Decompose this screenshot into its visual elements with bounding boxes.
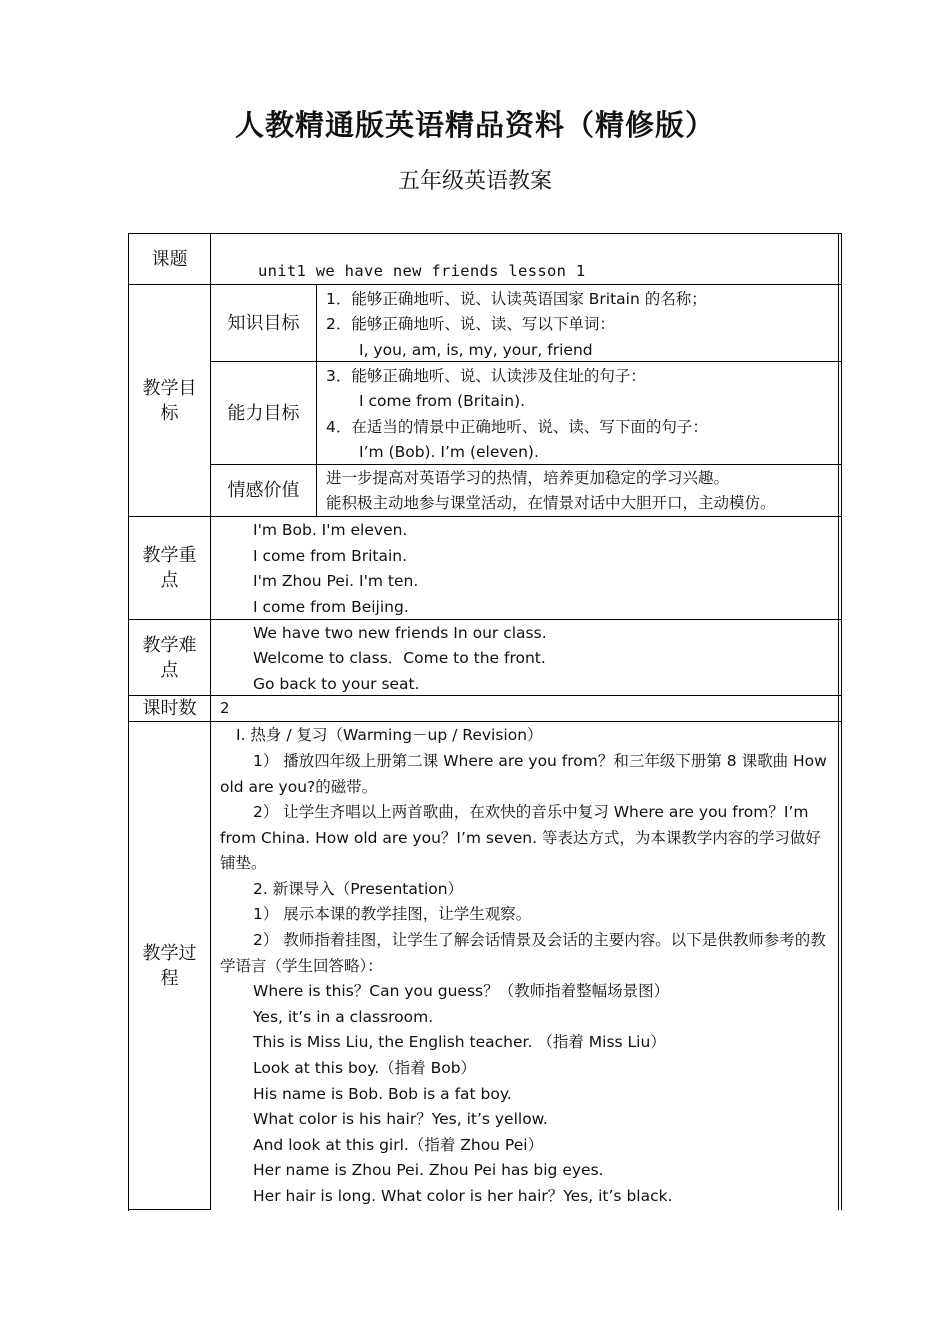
dialogue-line: Her hair is long. What color is her hair？Yes, it’s black.: [253, 1187, 673, 1205]
key-point-line: I'm Zhou Pei. I'm ten.: [253, 572, 419, 590]
row-divider: [128, 695, 841, 696]
difficult-point-line: We have two new friends In our class.: [253, 624, 547, 642]
process-label: 教学过程: [142, 942, 197, 989]
class-hours-value: 2: [220, 699, 230, 717]
ability-line: I come from (Britain).: [359, 392, 526, 410]
dialogue-line: Her name is Zhou Pei. Zhou Pei has big eyes.: [253, 1161, 604, 1179]
process-paragraph: 2） 教师指着挂图，让学生了解会话情景及会话的主要内容。以下是供教师参考的教学语言（学生回答略）：: [220, 931, 826, 975]
dialogue-line: His name is Bob. Bob is a fat boy.: [253, 1085, 512, 1103]
table-right-border: [841, 233, 842, 1210]
dialogue-line: Where is this？Can you guess？（教师指着整幅场景图）: [253, 982, 670, 1000]
emotion-line: 能积极主动地参与课堂活动，在情景对话中大胆开口，主动模仿。: [326, 494, 776, 512]
key-point-line: I'm Bob. I'm eleven.: [253, 521, 408, 539]
dialogue-line: What color is his hair？Yes, it’s yellow.: [253, 1110, 548, 1128]
ability-line: I’m (Bob). I’m (eleven).: [359, 443, 539, 461]
key-point-line: I come from Britain.: [253, 547, 408, 565]
dialogue-line: And look at this girl.（指着 Zhou Pei）: [253, 1136, 544, 1154]
process-paragraph: 1） 播放四年级上册第二课 Where are you from？和三年级下册第 8 课歌曲 How old are you?的磁带。: [220, 752, 827, 796]
dialogue-line: Yes, it’s in a classroom.: [253, 1008, 434, 1026]
topic-value: unit1 we have new friends lesson 1: [258, 262, 586, 280]
column-divider: [316, 284, 317, 516]
goals-label: 教学目标: [142, 377, 197, 424]
difficult-point-line: Go back to your seat.: [253, 675, 420, 693]
process-paragraph: 1） 展示本课的教学挂图，让学生观察。: [253, 905, 532, 923]
ability-goal-label: 能力目标: [227, 402, 300, 424]
process-paragraph: 2） 让学生齐唱以上两首歌曲，在欢快的音乐中复习 Where are you from？I’m from China. How old are you？I’m seven. 等表达方式，为本课教学内容的学习做好铺垫。: [220, 803, 821, 873]
document-subtitle: 五年级英语教案: [397, 169, 552, 194]
ability-line: 3．能够正确地听、说、认读涉及住址的句子：: [326, 367, 646, 385]
class-hours-label: 课时数: [142, 698, 197, 719]
emotion-line: 进一步提高对英语学习的热情，培养更加稳定的学习兴趣。: [326, 469, 730, 487]
difficult-point-line: Welcome to class．Come to the front.: [253, 649, 546, 667]
key-point-line: I come from Beijing.: [253, 598, 409, 616]
row-divider: [128, 1209, 211, 1210]
row-divider: [128, 721, 841, 722]
process-paragraph: I. 热身 / 复习（Warming－up / Revision）: [236, 726, 543, 744]
topic-label: 课题: [151, 248, 188, 270]
knowledge-line: 2．能够正确地听、说、读、写以下单词：: [326, 315, 615, 333]
knowledge-line: I, you, am, is, my, your, friend: [359, 341, 593, 359]
knowledge-goal-label: 知识目标: [227, 312, 300, 334]
knowledge-line: 1．能够正确地听、说、认读英语国家 Britain 的名称；: [326, 290, 707, 308]
emotion-goal-label: 情感价值: [227, 480, 300, 501]
document-title: 人教精通版英语精品资料（精修版）: [234, 108, 715, 142]
process-paragraph: 2. 新课导入（Presentation）: [253, 880, 464, 898]
ability-line: 4．在适当的情景中正确地听、说、读、写下面的句子：: [326, 418, 708, 436]
row-divider: [128, 619, 841, 620]
difficult-points-label: 教学难点: [142, 634, 197, 681]
key-points-label: 教学重点: [142, 545, 197, 591]
dialogue-line: This is Miss Liu, the English teacher. （指着 Miss Liu）: [253, 1033, 666, 1051]
dialogue-line: Look at this boy.（指着 Bob）: [253, 1059, 477, 1077]
